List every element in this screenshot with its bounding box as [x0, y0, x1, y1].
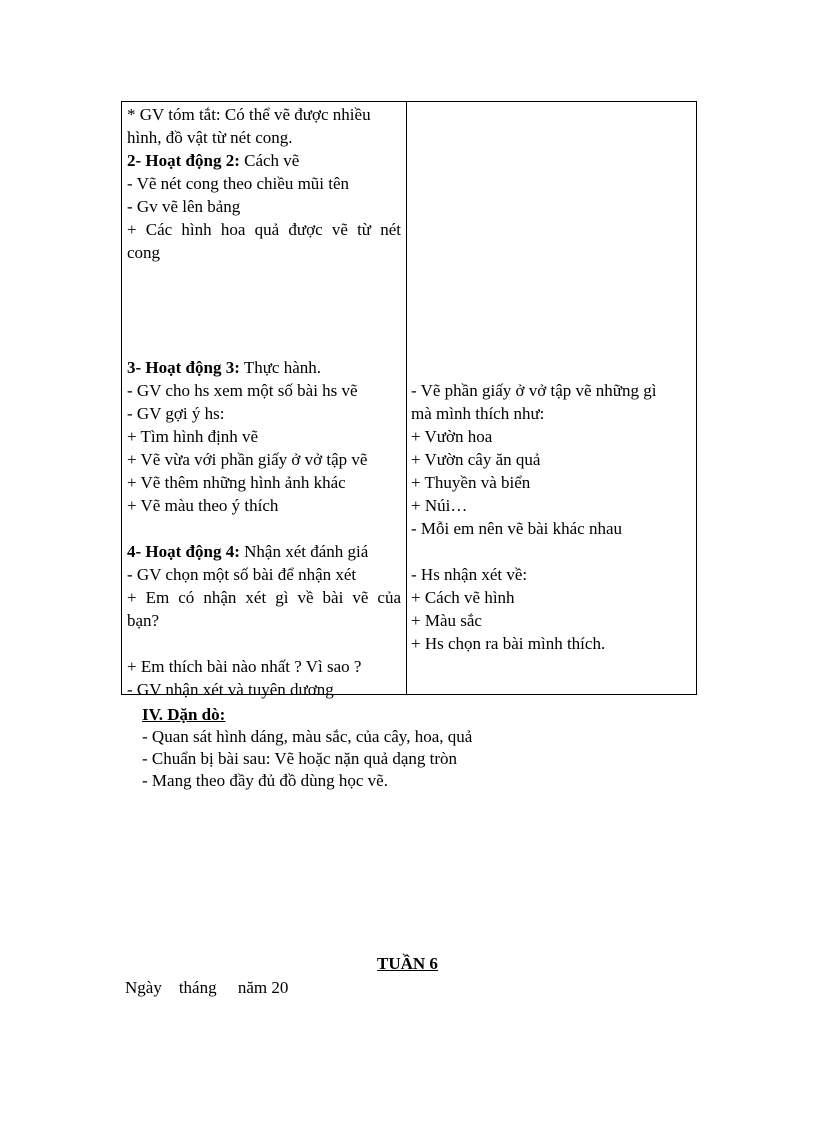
activity-2-label: 2- Hoạt động 2:: [127, 151, 240, 170]
list-item: - Hs nhận xét về:: [411, 565, 528, 584]
list-item: + Vườn cây ăn quả: [411, 450, 541, 469]
date-month: tháng: [178, 978, 217, 997]
list-item: + Thuyền và biển: [411, 473, 531, 492]
list-item: - Mỗi em nên vẽ bài khác nhau: [411, 519, 623, 538]
lesson-table: [121, 101, 697, 699]
list-item: + Núi…: [411, 496, 468, 515]
activity-2-heading: [127, 149, 401, 172]
list-item: + Cách vẽ hình: [411, 588, 515, 607]
list-item: mà mình thích như:: [411, 404, 545, 423]
list-item: - GV chọn một số bài để nhận xét: [127, 565, 357, 584]
list-item: - GV nhận xét và tuyên dương: [127, 680, 334, 699]
summary-line: * GV tóm tắt: Có thể vẽ được nhiều: [127, 105, 371, 124]
teacher-activity-column: [127, 103, 401, 701]
column-divider: [406, 102, 407, 694]
list-item: - Gv vẽ lên bảng: [127, 197, 241, 216]
list-item: + Các hình hoa quả được vẽ từ nét: [127, 220, 401, 239]
date-line: [125, 976, 288, 999]
homework-section: [142, 704, 472, 792]
date-day: Ngày: [125, 978, 162, 997]
activity-4-heading: [127, 540, 401, 563]
student-activity-column: [411, 103, 693, 655]
section-heading: IV. Dặn dò:: [142, 705, 226, 724]
week-title: TUẦN 6: [377, 954, 438, 973]
summary-line: hình, đồ vật từ nét cong.: [127, 128, 293, 147]
list-item: - Mang theo đầy đủ đồ dùng học vẽ.: [142, 771, 388, 790]
list-item: + Em có nhận xét gì về bài vẽ của: [127, 588, 401, 607]
activity-4-title: Nhận xét đánh giá: [239, 542, 369, 561]
activity-4-label: 4- Hoạt động 4:: [127, 542, 240, 561]
list-item: - Vẽ nét cong theo chiều mũi tên: [127, 174, 350, 193]
list-item: bạn?: [127, 611, 160, 630]
list-item: + Em thích bài nào nhất ? Vì sao ?: [127, 657, 362, 676]
list-item: + Tìm hình định vẽ: [127, 427, 259, 446]
list-item: + Màu sắc: [411, 611, 482, 630]
list-item: - GV gợi ý hs:: [127, 404, 225, 423]
activity-2-title: Cách vẽ: [239, 151, 300, 170]
list-item: + Vẽ màu theo ý thích: [127, 496, 279, 515]
list-item: - Chuẩn bị bài sau: Vẽ hoặc nặn quả dạng tròn: [142, 749, 458, 768]
list-item: cong: [127, 243, 161, 262]
list-item: - GV cho hs xem một số bài hs vẽ: [127, 381, 358, 400]
list-item: - Quan sát hình dáng, màu sắc, của cây, hoa, quả: [142, 727, 473, 746]
list-item: + Hs chọn ra bài mình thích.: [411, 634, 606, 653]
list-item: - Vẽ phần giấy ở vở tập vẽ những gì: [411, 381, 657, 400]
list-item: + Vẽ thêm những hình ảnh khác: [127, 473, 346, 492]
list-item: + Vườn hoa: [411, 427, 493, 446]
activity-3-heading: [127, 356, 401, 379]
activity-3-label: 3- Hoạt động 3:: [127, 358, 240, 377]
list-item: + Vẽ vừa với phần giấy ở vở tập vẽ: [127, 450, 368, 469]
activity-3-title: Thực hành.: [239, 358, 322, 377]
date-year: năm 20: [237, 978, 289, 997]
